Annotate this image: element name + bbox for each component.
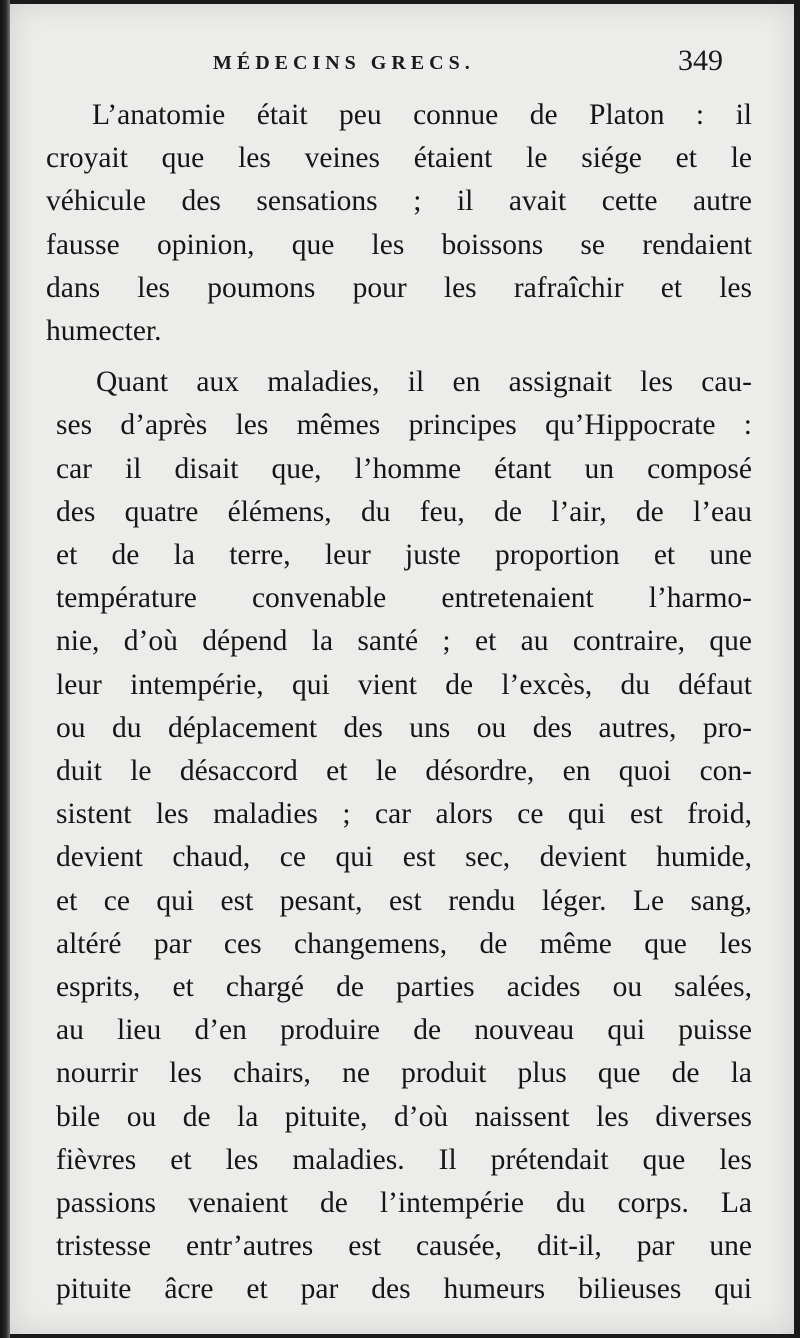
text-line: ou du déplacement des uns ou des autres, pro- — [56, 711, 752, 744]
page-number: 349 — [678, 44, 723, 77]
text-line: fausse opinion, que les boissons se rendaient — [46, 228, 752, 261]
text-line: sistent les maladies ; car alors ce qui est froid, — [56, 798, 752, 831]
text-line: température convenable entretenaient l’harmo- — [56, 582, 752, 615]
text-line: devient chaud, ce qui est sec, devient humide, — [56, 841, 752, 874]
text-line: véhicule des sensations ; il avait cette autre — [46, 185, 752, 218]
text-line: dans les poumons pour les rafraîchir et les — [46, 271, 752, 304]
text-line: altéré par ces changemens, de même que les — [56, 927, 752, 960]
text-line: des quatre élémens, du feu, de l’air, de l’eau — [56, 495, 752, 528]
text-line: tristesse entr’autres est causée, dit-il, par une — [56, 1230, 752, 1263]
paragraph-1 — [46, 94, 752, 353]
paragraph-2 — [46, 361, 752, 1311]
page-header — [10, 42, 794, 82]
text-line: et de la terre, leur juste proportion et une — [56, 539, 752, 572]
text-line: nie, d’où dépend la santé ; et au contraire, que — [56, 625, 752, 658]
text-line: Quant aux maladies, il en assignait les cau- — [96, 366, 752, 399]
page-edge-shadow — [0, 0, 10, 1338]
running-title: MÉDECINS GRECS. — [213, 52, 475, 74]
body-text — [46, 94, 752, 1320]
text-line: bile ou de la pituite, d’où naissent les diverses — [56, 1100, 752, 1133]
text-line: nourrir les chairs, ne produit plus que de la — [56, 1057, 752, 1090]
text-line: humecter. — [46, 315, 162, 348]
text-line: esprits, et chargé de parties acides ou salées, — [56, 971, 752, 1004]
text-line: au lieu d’en produire de nouveau qui puisse — [56, 1014, 752, 1047]
book-page — [10, 4, 794, 1334]
text-line: duit le désaccord et le désordre, en quoi con- — [56, 755, 752, 788]
text-line: pituite âcre et par des humeurs bilieuses qui — [56, 1273, 752, 1306]
text-line: leur intempérie, qui vient de l’excès, du défaut — [56, 668, 752, 701]
text-line: car il disait que, l’homme étant un composé — [56, 452, 752, 485]
text-line: et ce qui est pesant, est rendu léger. Le sang, — [56, 884, 752, 917]
text-line: passions venaient de l’intempérie du corps. La — [56, 1187, 752, 1220]
text-line: ses d’après les mêmes principes qu’Hippocrate : — [56, 409, 752, 442]
text-line: croyait que les veines étaient le siége et le — [46, 142, 752, 175]
text-line: L’anatomie était peu connue de Platon : il — [92, 99, 752, 131]
text-line: fièvres et les maladies. Il prétendait que les — [56, 1143, 752, 1176]
